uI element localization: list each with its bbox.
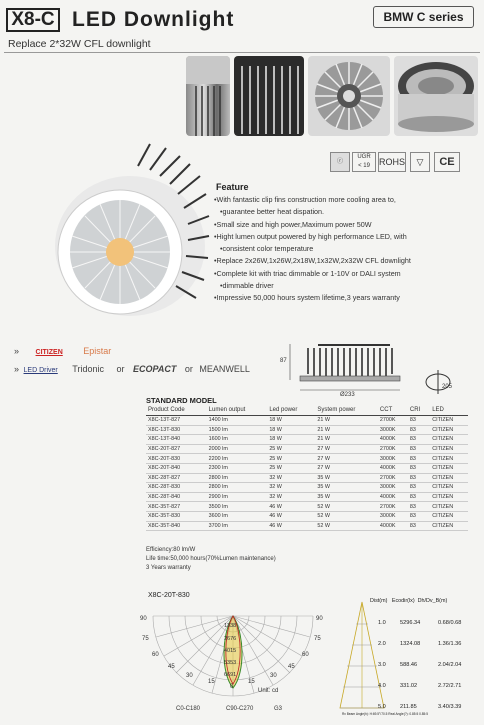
table-cell: 83: [408, 454, 430, 464]
series-badge: BMW C series: [373, 6, 474, 28]
table-cell: X8C-20T-830: [146, 454, 207, 464]
table-cell: X8C-35T-830: [146, 511, 207, 521]
polar-angle: 0: [230, 684, 234, 690]
cone-value: 331.02: [400, 683, 418, 689]
table-cell: 2200 lm: [207, 454, 268, 464]
meanwell-logo: MEANWELL: [199, 364, 250, 374]
table-cell: 32 W: [267, 492, 315, 502]
polar-legend-g3: G3: [274, 706, 283, 712]
table-cell: 52 W: [315, 502, 378, 512]
table-cell: 21 W: [315, 425, 378, 435]
table-cell: 2700K: [378, 416, 408, 426]
feature-item: • dimmable driver: [214, 280, 472, 292]
polar-angle: 75: [142, 636, 149, 642]
driver-brands: [14, 364, 294, 374]
feature-item: • guarantee better heat dispation.: [214, 206, 472, 218]
f-mark-icon: ▽: [410, 152, 430, 172]
table-cell: 2700K: [378, 444, 408, 454]
cone-value: 0.68/0.68: [438, 620, 462, 626]
cone-value: 3.0: [378, 662, 386, 668]
table-cell: 25 W: [267, 463, 315, 473]
table-cell: 83: [408, 502, 430, 512]
feature-item: • Small size and high power,Maximum power 50W: [214, 219, 472, 231]
polar-diagram: [140, 602, 326, 718]
col-header: LED: [430, 407, 468, 416]
table-cell: CITIZEN: [430, 492, 468, 502]
warranty-note: 3 Years warranty: [146, 565, 191, 571]
chip-brands: [14, 346, 214, 356]
col-header: System power: [315, 407, 378, 416]
detail-photo-3: [308, 56, 390, 136]
polar-angle: 45: [168, 664, 175, 670]
polar-value: 4015: [224, 648, 237, 654]
cutout-dimension: 205: [442, 384, 453, 390]
table-cell: CITIZEN: [430, 444, 468, 454]
table-cell: X8C-20T-840: [146, 463, 207, 473]
col-header: Lumen output: [207, 407, 268, 416]
page-subtitle: Replace 2*32W CFL downlight: [8, 38, 151, 50]
feature-item: • Replace 2x26W,1x26W,2x18W,1x32W,2x32W CFL downlight: [214, 255, 472, 267]
table-cell: 83: [408, 521, 430, 531]
polar-angle: 90: [140, 616, 147, 622]
polar-angle: 90: [316, 616, 323, 622]
model-table: [146, 407, 468, 531]
table-title: STANDARD MODEL: [146, 396, 217, 405]
table-cell: 21 W: [315, 435, 378, 445]
table-cell: 2300 lm: [207, 463, 268, 473]
table-cell: 2700K: [378, 473, 408, 483]
table-cell: 1400 lm: [207, 416, 268, 426]
cone-value: 1324.08: [400, 641, 421, 647]
page-title: LED Downlight: [72, 8, 235, 31]
polar-value: 5353: [224, 660, 237, 666]
driver-label: LED Driver: [23, 367, 58, 374]
certification-marks: [330, 152, 462, 174]
col-header: Led power: [267, 407, 315, 416]
cone-diagram: [326, 596, 476, 720]
table-cell: CITIZEN: [430, 502, 468, 512]
polar-angle: 30: [186, 673, 193, 679]
polar-value: 6691: [224, 672, 237, 678]
table-cell: X8C-20T-827: [146, 444, 207, 454]
table-cell: 18 W: [267, 425, 315, 435]
polar-angle: 60: [152, 652, 159, 658]
table-cell: CITIZEN: [430, 483, 468, 493]
table-cell: 2800 lm: [207, 473, 268, 483]
table-row: [146, 463, 468, 473]
table-cell: X8C-13T-840: [146, 435, 207, 445]
table-cell: 32 W: [267, 473, 315, 483]
product-image: [10, 136, 210, 336]
table-row: [146, 454, 468, 464]
table-cell: 46 W: [267, 511, 315, 521]
table-row: [146, 473, 468, 483]
table-cell: X8C-13T-827: [146, 416, 207, 426]
table-cell: X8C-28T-830: [146, 483, 207, 493]
feature-list: [214, 194, 472, 305]
detail-photo-4: [394, 56, 478, 136]
table-cell: 3000K: [378, 425, 408, 435]
cone-value: 4.0: [378, 683, 386, 689]
feature-item: • consistent color temperature: [214, 243, 472, 255]
polar-angle: 45: [288, 664, 295, 670]
diameter-dimension: Ø233: [340, 392, 355, 398]
cone-value: 1.36/1.36: [438, 641, 462, 647]
cone-value: 2.72/2.71: [438, 683, 462, 689]
table-row: [146, 483, 468, 493]
table-cell: 46 W: [267, 502, 315, 512]
table-cell: CITIZEN: [430, 454, 468, 464]
polar-legend-c90: C90-C270: [226, 706, 254, 712]
header-rule: [4, 52, 480, 53]
ugr-badge: UGR < 19: [352, 152, 376, 172]
detail-photo-1: [186, 56, 230, 136]
polar-angle: 60: [302, 652, 309, 658]
detail-photo-2: [234, 56, 304, 136]
polar-title: X8C-20T-830: [148, 592, 190, 599]
cone-value: 5.0: [378, 704, 386, 710]
polar-value: 1338: [224, 623, 237, 629]
table-cell: 27 W: [315, 444, 378, 454]
table-row: [146, 425, 468, 435]
table-cell: 18 W: [267, 435, 315, 445]
lifetime-note: Life time:50,000 hours(70%Lumen maintenance): [146, 556, 276, 562]
table-cell: 4000K: [378, 492, 408, 502]
table-cell: X8C-28T-827: [146, 473, 207, 483]
table-row: [146, 435, 468, 445]
table-cell: 46 W: [267, 521, 315, 531]
table-row: [146, 521, 468, 531]
table-cell: 83: [408, 473, 430, 483]
polar-unit: Unit: cd: [258, 688, 279, 694]
citizen-logo: CITIZEN: [35, 349, 63, 356]
ecopact-logo: ECOPACT: [133, 364, 177, 374]
table-cell: 4000K: [378, 521, 408, 531]
table-cell: 2700K: [378, 502, 408, 512]
polar-angle: 15: [208, 679, 215, 685]
dimension-drawing: [278, 340, 418, 402]
table-cell: X8C-35T-840: [146, 521, 207, 531]
table-cell: X8C-13T-830: [146, 425, 207, 435]
table-cell: 27 W: [315, 454, 378, 464]
table-cell: 83: [408, 416, 430, 426]
table-cell: 21 W: [315, 416, 378, 426]
height-dimension: 87: [280, 358, 287, 364]
table-cell: 52 W: [315, 521, 378, 531]
feature-item: • Impressive 50,000 hours system lifetime,3 years warranty: [214, 292, 472, 304]
table-cell: 83: [408, 435, 430, 445]
cone-value: 588.46: [400, 662, 418, 668]
table-cell: 27 W: [315, 463, 378, 473]
table-cell: CITIZEN: [430, 416, 468, 426]
table-cell: 18 W: [267, 416, 315, 426]
table-cell: CITIZEN: [430, 473, 468, 483]
arrow-icon: »: [14, 346, 20, 356]
table-cell: 1600 lm: [207, 435, 268, 445]
feature-item: • Hight lumen output powered by high performance LED, with: [214, 231, 472, 243]
table-cell: CITIZEN: [430, 511, 468, 521]
rohs-badge: ROHS: [378, 152, 406, 172]
table-cell: 4000K: [378, 435, 408, 445]
ugr-mark: ⓡ: [330, 152, 350, 172]
or-text: or: [184, 364, 193, 374]
table-cell: CITIZEN: [430, 463, 468, 473]
table-cell: CITIZEN: [430, 521, 468, 531]
tridonic-logo: Tridonic: [72, 364, 104, 374]
table-cell: 3700 lm: [207, 521, 268, 531]
col-header: Product Code: [146, 407, 207, 416]
cone-value: 5296.34: [400, 620, 421, 626]
table-cell: 83: [408, 425, 430, 435]
cutout-icon: [424, 368, 460, 398]
table-cell: 52 W: [315, 511, 378, 521]
table-cell: 3500 lm: [207, 502, 268, 512]
epistar-logo: Epistar: [83, 346, 112, 356]
polar-angle: 30: [270, 673, 277, 679]
efficiency-note: Efficiency:80 lm/W: [146, 547, 196, 553]
table-cell: CITIZEN: [430, 425, 468, 435]
table-cell: 25 W: [267, 444, 315, 454]
table-row: [146, 502, 468, 512]
table-cell: 35 W: [315, 492, 378, 502]
table-cell: X8C-35T-827: [146, 502, 207, 512]
table-header-row: [146, 407, 468, 416]
polar-legend-c0: C0-C180: [176, 706, 201, 712]
table-cell: 2000 lm: [207, 444, 268, 454]
arrow-icon: »: [14, 364, 20, 374]
table-cell: CITIZEN: [430, 435, 468, 445]
cone-header: Dist(m) Ecodir(lx) Dh/Dv_B(m): [370, 598, 448, 604]
col-header: CRI: [408, 407, 430, 416]
table-row: [146, 492, 468, 502]
table-cell: 32 W: [267, 483, 315, 493]
table-cell: 3000K: [378, 483, 408, 493]
table-cell: 35 W: [315, 473, 378, 483]
feature-item: • With fantastic clip fins construction more cooling area to,: [214, 194, 472, 206]
table-cell: 83: [408, 483, 430, 493]
cone-value: 3.40/3.39: [438, 704, 462, 710]
table-cell: 83: [408, 444, 430, 454]
polar-value: 2676: [224, 636, 237, 642]
table-row: [146, 444, 468, 454]
table-cell: 2800 lm: [207, 483, 268, 493]
feature-title: Feature: [216, 182, 249, 192]
cone-value: 2.0: [378, 641, 386, 647]
table-cell: 3600 lm: [207, 511, 268, 521]
polar-angle: 75: [314, 636, 321, 642]
cone-value: 211.85: [400, 704, 417, 710]
col-header: CCT: [378, 407, 408, 416]
model-code: X8-C: [6, 8, 60, 32]
table-cell: 35 W: [315, 483, 378, 493]
cone-value: 2.04/2.04: [438, 662, 462, 668]
table-cell: 25 W: [267, 454, 315, 464]
feature-item: • Complete kit with triac dimmable or 1-10V or DALI system: [214, 268, 472, 280]
table-cell: 2900 lm: [207, 492, 268, 502]
table-row: [146, 416, 468, 426]
cone-value: 1.0: [378, 620, 386, 626]
table-cell: 83: [408, 463, 430, 473]
table-cell: 3000K: [378, 454, 408, 464]
table-cell: 1500 lm: [207, 425, 268, 435]
cone-footer: Rx Beam Angle(h): H:69.5°/70.5 Real Angle(?): 0.85:5 0.85:5: [342, 712, 428, 716]
table-row: [146, 511, 468, 521]
or-text: or: [116, 364, 125, 374]
table-cell: 4000K: [378, 463, 408, 473]
table-cell: 3000K: [378, 511, 408, 521]
table-cell: 83: [408, 511, 430, 521]
polar-angle: 15: [248, 679, 255, 685]
table-cell: 83: [408, 492, 430, 502]
table-cell: X8C-28T-840: [146, 492, 207, 502]
ce-badge: CE: [434, 152, 460, 172]
